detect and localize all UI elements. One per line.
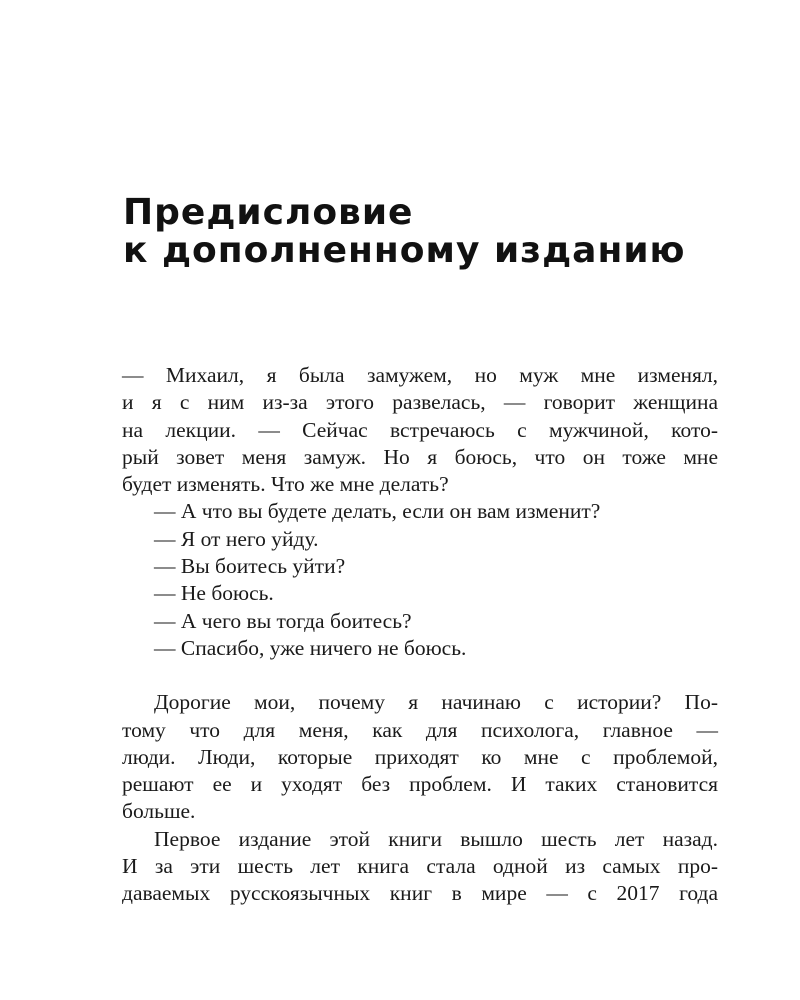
text-line: тому что для меня, как для психолога, главное —: [122, 717, 718, 742]
text-line: И за эти шесть лет книга стала одной из самых про-: [122, 854, 718, 879]
dialogue-line: — Спасибо, уже ничего не боюсь.: [154, 635, 467, 660]
dialogue-line: — Я от него уйду.: [154, 526, 319, 551]
chapter-heading-line-2: к дополненному изданию: [123, 230, 686, 271]
text-line: решают ее и уходят без проблем. И таких становится: [122, 772, 718, 797]
opening-paragraph: [122, 362, 718, 498]
paragraph-3: [122, 826, 718, 908]
text-line: даваемых русскоязычных книг в мире — с 2017 года: [122, 881, 718, 906]
dialogue-block: [122, 498, 718, 662]
chapter-heading: [123, 194, 743, 270]
body-text: [122, 362, 718, 908]
text-line: — Михаил, я была замужем, но муж мне изменял,: [122, 363, 718, 387]
text-line: рый зовет меня замуж. Но я боюсь, что он тоже мне: [122, 444, 718, 469]
dialogue-line: — Вы боитесь уйти?: [154, 554, 346, 579]
dialogue-line: — А чего вы тогда боитесь?: [154, 608, 412, 633]
text-line: Первое издание этой книги вышло шесть лет назад.: [154, 826, 718, 851]
text-line: Дорогие мои, почему я начинаю с истории? По-: [154, 690, 718, 715]
dialogue-line: — Не боюсь.: [154, 581, 274, 606]
text-line: люди. Люди, которые приходят ко мне с проблемой,: [122, 744, 718, 769]
text-line: будет изменять. Что же мне делать?: [122, 472, 449, 497]
paragraph-2: [122, 689, 718, 825]
text-line: и я с ним из-за этого развелась, — говорит женщина: [122, 390, 718, 415]
dialogue-line: — А что вы будете делать, если он вам изменит?: [154, 499, 601, 524]
text-line: больше.: [122, 799, 196, 824]
chapter-heading-line-1: Предисловие: [123, 192, 414, 233]
text-line: на лекции. — Сейчас встречаюсь с мужчиной, кото-: [122, 417, 718, 442]
